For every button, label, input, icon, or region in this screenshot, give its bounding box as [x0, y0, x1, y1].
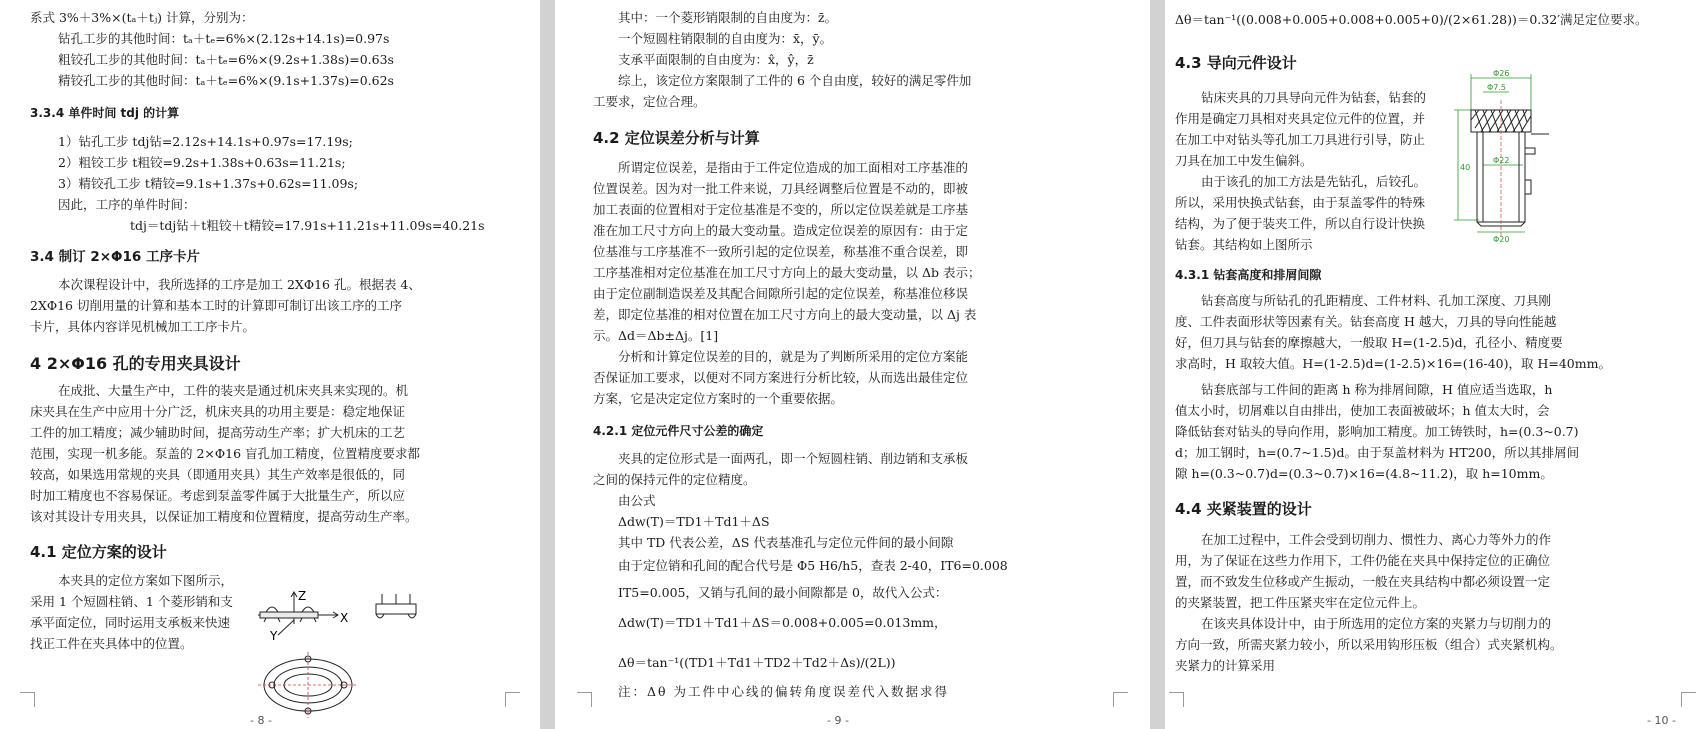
page-corner-mark — [1113, 692, 1128, 707]
text-line: 否保证加工要求，以便对不同方案进行分析比较，从而选出最佳定位 — [593, 370, 969, 385]
text-line: 2XΦ16 切削用量的计算和基本工时的计算即可制订出该工序的工序 — [30, 298, 402, 313]
text-line: 工件的加工精度；减少辅助时间，提高劳动生产率；扩大机床的工艺 — [30, 425, 406, 440]
text-line: 1）钻孔工步 tdj钻=2.12s+14.1s+0.97s=17.19s; — [58, 134, 353, 149]
dim-label: Φ22 — [1493, 156, 1510, 165]
text-line: 本次课程设计中，我所选择的工序是加工 2XΦ16 孔。根据表 4、 — [58, 277, 421, 292]
text-line: 其中 TD 代表公差，ΔS 代表基准孔与定位元件间的最小间隙 — [618, 535, 954, 550]
text-line: 注：Δθ 为工件中心线的偏转角度误差代入数据求得 — [618, 684, 950, 699]
text-line: 钻孔工步的其他时间：tₐ＋tₑ=6%×(2.12s+14.1s)=0.97s — [58, 31, 390, 46]
text-line: 钻套底部与工件间的距离 h 称为排屑间隙，H 值应适当选取，h — [1201, 382, 1553, 397]
section-heading: 3.3.4 单件时间 tdj 的计算 — [30, 106, 180, 120]
text-line: 度、工件表面形状等因素有关。钻套高度 H 越大，刀具的导向性能越 — [1175, 314, 1557, 329]
text-line: 找正工件在夹具体中的位置。 — [30, 636, 193, 651]
text-line: 加工表面的位置相对于定位基准是不变的，所以定位误差就是工序基 — [593, 202, 969, 217]
formula: Δdw(T)＝TD1＋Td1＋ΔS — [618, 514, 770, 529]
text-line: 所谓定位误差，是指由于工件定位造成的加工面相对工序基准的 — [618, 160, 969, 175]
page-10 — [1165, 0, 1704, 729]
text-line: 差，即定位基准的相对位置在加工尺寸方向上的最大变动量，以 Δj 表 — [593, 307, 977, 322]
text-line: 在加工中对钻头等孔加工刀具进行引导，防止 — [1175, 132, 1426, 147]
text-line: 夹具的定位形式是一面两孔，即一个短圆柱销、削边销和支承板 — [618, 451, 969, 466]
text-line: 降低钻套对钻头的导向作用，影响加工精度。加工铸铁时，h=(0.3~0.7) — [1175, 424, 1579, 439]
text-line: 分析和计算定位误差的目的，就是为了判断所采用的定位方案能 — [618, 349, 969, 364]
text-line: 范围，实现一机多能。泵盖的 2×Φ16 盲孔加工精度，位置精度要求都 — [30, 446, 421, 461]
page-number: - 8 - — [250, 714, 272, 727]
text-line: 好，但刀具与钻套的摩擦越大，一般取 H=(1-2.5)d，孔径小、精度要 — [1175, 335, 1563, 350]
text-line: 时加工精度也不容易保证。考虑到泵盖零件属于大批量生产，所以应 — [30, 488, 406, 503]
dim-label: 40 — [1460, 163, 1471, 172]
text-line: 精铰孔工步的其他时间：tₐ＋tₑ=6%×(9.1s+1.37s)=0.62s — [58, 73, 394, 88]
text-line: 钻床夹具的刀具导向元件为钻套，钻套的 — [1201, 90, 1427, 105]
text-line: 用，为了保证在这些力作用下，工件仍能在夹具中保持定位的正确位 — [1175, 553, 1551, 568]
text-line: 之间的保持元件的定位精度。 — [593, 472, 756, 487]
text-line: 一个短圆柱销限制的自由度为：x̄，ȳ。 — [618, 31, 833, 46]
section-heading: 4.4 夹紧装置的设计 — [1175, 500, 1312, 518]
text-line: 在成批、大量生产中，工件的装夹是通过机床夹具来实现的。机 — [58, 383, 409, 398]
section-heading: 3.4 制订 2×Φ16 工序卡片 — [30, 249, 200, 265]
text-line: 位基准与工序基准不一致所引起的定位误差，称基准不重合误差，即 — [593, 244, 969, 259]
drill-bushing-figure — [1453, 70, 1568, 265]
page-corner-mark — [1169, 692, 1184, 707]
text-line: 由于该孔的加工方法是先钻孔，后铰孔。 — [1201, 174, 1427, 189]
text-line: tdj＝tdj钻＋t粗铰＋t精铰=17.91s+11.21s+11.09s=40.21s — [130, 218, 485, 233]
text-line: 采用 1 个短圆柱销、1 个菱形销和支 — [30, 594, 233, 609]
text-line: 综上，该定位方案限制了工件的 6 个自由度，较好的满足零件加 — [618, 73, 972, 88]
text-line: IT5=0.005，又销与孔间的最小间隙都是 0，故代入公式： — [618, 585, 948, 600]
text-line: 承平面定位，同时运用支承板来快速 — [30, 615, 231, 630]
text-line: 该对其设计专用夹具，以保证加工精度和位置精度，提高劳动生产率。 — [30, 509, 418, 524]
text-line: 的夹紧装置，把工件压紧夹牢在定位元件上。 — [1175, 595, 1426, 610]
text-line: 值太小时，切屑难以自由排出，使加工表面被破坏；h 值太大时，会 — [1175, 403, 1550, 418]
axis-x-label: X — [340, 611, 349, 625]
formula: Δθ＝tan⁻¹((0.008+0.005+0.008+0.005+0)/(2×61.28))＝0.32′满足定位要求。 — [1175, 12, 1648, 27]
formula: Δθ＝tan⁻¹((TD1＋Td1＋TD2＋Td2＋Δs)/(2L)) — [618, 655, 896, 670]
text-line: 卡片，具体内容详见机械加工工序卡片。 — [30, 319, 256, 334]
section-heading: 4.3.1 钻套高度和排屑间隙 — [1175, 268, 1322, 282]
page-number: - 9 - — [827, 714, 849, 727]
text-line: 粗铰孔工步的其他时间：tₐ＋tₑ=6%×(9.2s+1.38s)=0.63s — [58, 52, 394, 67]
section-heading: 4.3 导向元件设计 — [1175, 54, 1297, 72]
text-line: 准在加工尺寸方向上的最大变动量。造成定位误差的原因有：由于定 — [593, 223, 969, 238]
section-heading: 4.1 定位方案的设计 — [30, 543, 167, 561]
text-line: 由于定位副制造误差及其配合间隙所引起的定位误差，称基准位移误 — [593, 286, 969, 301]
page-corner-mark — [505, 692, 520, 707]
axis-z-label: Z — [298, 590, 307, 603]
text-line: 方案，它是决定定位方案时的一个重要依据。 — [593, 391, 844, 406]
text-line: 在该夹具体设计中，由于所选用的定位方案的夹紧力与切削力的 — [1201, 616, 1552, 631]
text-line: 其中：一个菱形销限制的自由度为：z̄。 — [618, 10, 838, 25]
text-line: 所以，采用快换式钻套，由于泵盖零件的特殊 — [1175, 195, 1426, 210]
locating-scheme-figure — [258, 590, 438, 725]
text-line: 系式 3%＋3%×(tₐ＋tⱼ) 计算，分别为： — [30, 10, 254, 25]
text-line: 床夹具在生产中应用十分广泛，机床夹具的功用主要是：稳定地保证 — [30, 404, 406, 419]
formula: Δdw(T)＝TD1＋Td1＋ΔS＝0.008+0.005=0.013mm， — [618, 615, 947, 630]
page-corner-mark — [20, 692, 35, 707]
page-number: - 10 - — [1647, 714, 1676, 727]
text-line: 钻套高度与所钻孔的孔距精度、工件材料、孔加工深度、刀具刚 — [1201, 293, 1552, 308]
text-line: 示。Δd＝Δb±Δj。[1] — [593, 328, 719, 343]
text-line: 作用是确定刀具相对夹具定位元件的位置，并 — [1175, 111, 1426, 126]
dim-label: Φ20 — [1493, 235, 1510, 244]
page-9 — [555, 0, 1150, 729]
section-heading: 4 2×Φ16 孔的专用夹具设计 — [30, 354, 241, 373]
text-line: 本夹具的定位方案如下图所示， — [58, 573, 234, 588]
page-8 — [0, 0, 540, 729]
text-line: 3）精铰孔工步 t精铰=9.1s+1.37s+0.62s=11.09s; — [58, 176, 359, 191]
text-line: 由公式 — [618, 493, 656, 508]
axis-y-label: Y — [270, 629, 278, 643]
text-line: 置，而不致发生位移或产生振动，一般在夹具结构中都必须设置一定 — [1175, 574, 1551, 589]
text-line: 刀具在加工中发生偏斜。 — [1175, 153, 1313, 168]
text-line: 2）粗铰工步 t粗铰=9.2s+1.38s+0.63s=11.21s; — [58, 155, 346, 170]
text-line: 钻套。其结构如上图所示 — [1175, 237, 1313, 252]
text-line: d；加工钢时，h=(0.7~1.5)d。由于泵盖材料为 HT200，所以其排屑间 — [1175, 445, 1580, 460]
text-line: 较高，如果选用常规的夹具（即通用夹具）其生产效率是很低的，同 — [30, 467, 406, 482]
text-line: 求高时，H 取较大值。H=(1-2.5)d=(1-2.5)×16=(16-40)，取 H=40mm。 — [1175, 356, 1611, 371]
text-line: 方向一致，所需夹紧力较小，所以采用钩形压板（组合）式夹紧机构。 — [1175, 637, 1563, 652]
text-line: 位置误差。因为对一批工件来说，刀具经调整后位置是不动的，即被 — [593, 181, 969, 196]
text-line: 夹紧力的计算采用 — [1175, 658, 1276, 673]
text-line: 支承平面限制的自由度为：x̂，ŷ，z̄ — [618, 52, 814, 67]
text-line: 工要求，定位合理。 — [593, 94, 706, 109]
text-line: 隙 h=(0.3~0.7)d=(0.3~0.7)×16=(4.8~11.2)，取 h=10mm。 — [1175, 466, 1553, 481]
text-line: 结构，为了便于装夹工件，所以自行设计快换 — [1175, 216, 1426, 231]
text-line: 在加工过程中，工件会受到切削力、惯性力、离心力等外力的作 — [1201, 532, 1552, 547]
section-heading: 4.2 定位误差分析与计算 — [593, 129, 760, 147]
dim-label: Φ26 — [1493, 70, 1510, 78]
page-corner-mark — [577, 692, 592, 707]
text-line: 由于定位销和孔间的配合代号是 Φ5 H6/h5，查表 2-40，IT6=0.008 — [618, 558, 1008, 573]
text-line: 工序基准相对定位基准在加工尺寸方向上的最大变动量，以 Δb 表示； — [593, 265, 981, 280]
dim-label: Φ7.5 — [1487, 83, 1507, 92]
text-line: 因此，工序的单件时间： — [58, 197, 196, 212]
page-corner-mark — [1681, 692, 1696, 707]
section-heading: 4.2.1 定位元件尺寸公差的确定 — [593, 424, 764, 438]
